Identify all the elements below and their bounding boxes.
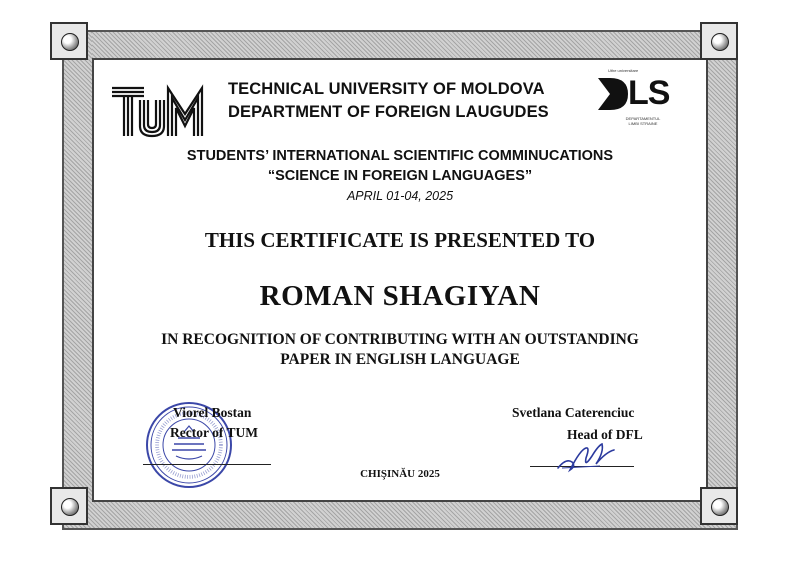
recipient-name: ROMAN SHAGIYAN (259, 280, 541, 312)
department-name: DEPARTMENT OF FOREIGN LAUGUDES (228, 103, 549, 121)
rector-title: Rector of TUM (170, 425, 258, 440)
head-name: Svetlana Caterenciuc (512, 405, 635, 420)
conference-title: STUDENTS’ INTERNATIONAL SCIENTIFIC COMMINUCATIONS (186, 148, 614, 164)
dls-top-caption: Uthe universitare (608, 68, 639, 73)
dls-logo-text: LS (628, 74, 670, 112)
presented-heading: THIS CERTIFICATE IS PRESENTED TO (204, 228, 596, 252)
rector-signature-line (143, 464, 271, 465)
rector-name: Viorel Bostan (173, 405, 252, 420)
corner-stud-icon (50, 487, 88, 525)
place-and-year: CHIŞINĂU 2025 (360, 468, 440, 480)
dls-logo (590, 66, 690, 132)
corner-stud-icon (700, 22, 738, 60)
head-title: Head of DFL (567, 427, 643, 442)
dls-logo-icon (596, 76, 630, 112)
corner-stud-icon (700, 487, 738, 525)
recognition-line-1: IN RECOGNITION OF CONTRIBUTING WITH AN OUTSTANDING (161, 331, 639, 348)
conference-subtitle: “SCIENCE IN FOREIGN LANGUAGES” (267, 168, 533, 184)
dls-bottom-caption: DEPARTAMENTUL LIMBI STRAINE (625, 116, 661, 126)
recognition-line-2: PAPER IN ENGLISH LANGUAGE (280, 351, 520, 368)
university-name: TECHNICAL UNIVERSITY OF MOLDOVA (228, 80, 545, 98)
conference-date: APRIL 01-04, 2025 (346, 189, 454, 203)
tum-logo-icon (110, 78, 210, 140)
corner-stud-icon (50, 22, 88, 60)
